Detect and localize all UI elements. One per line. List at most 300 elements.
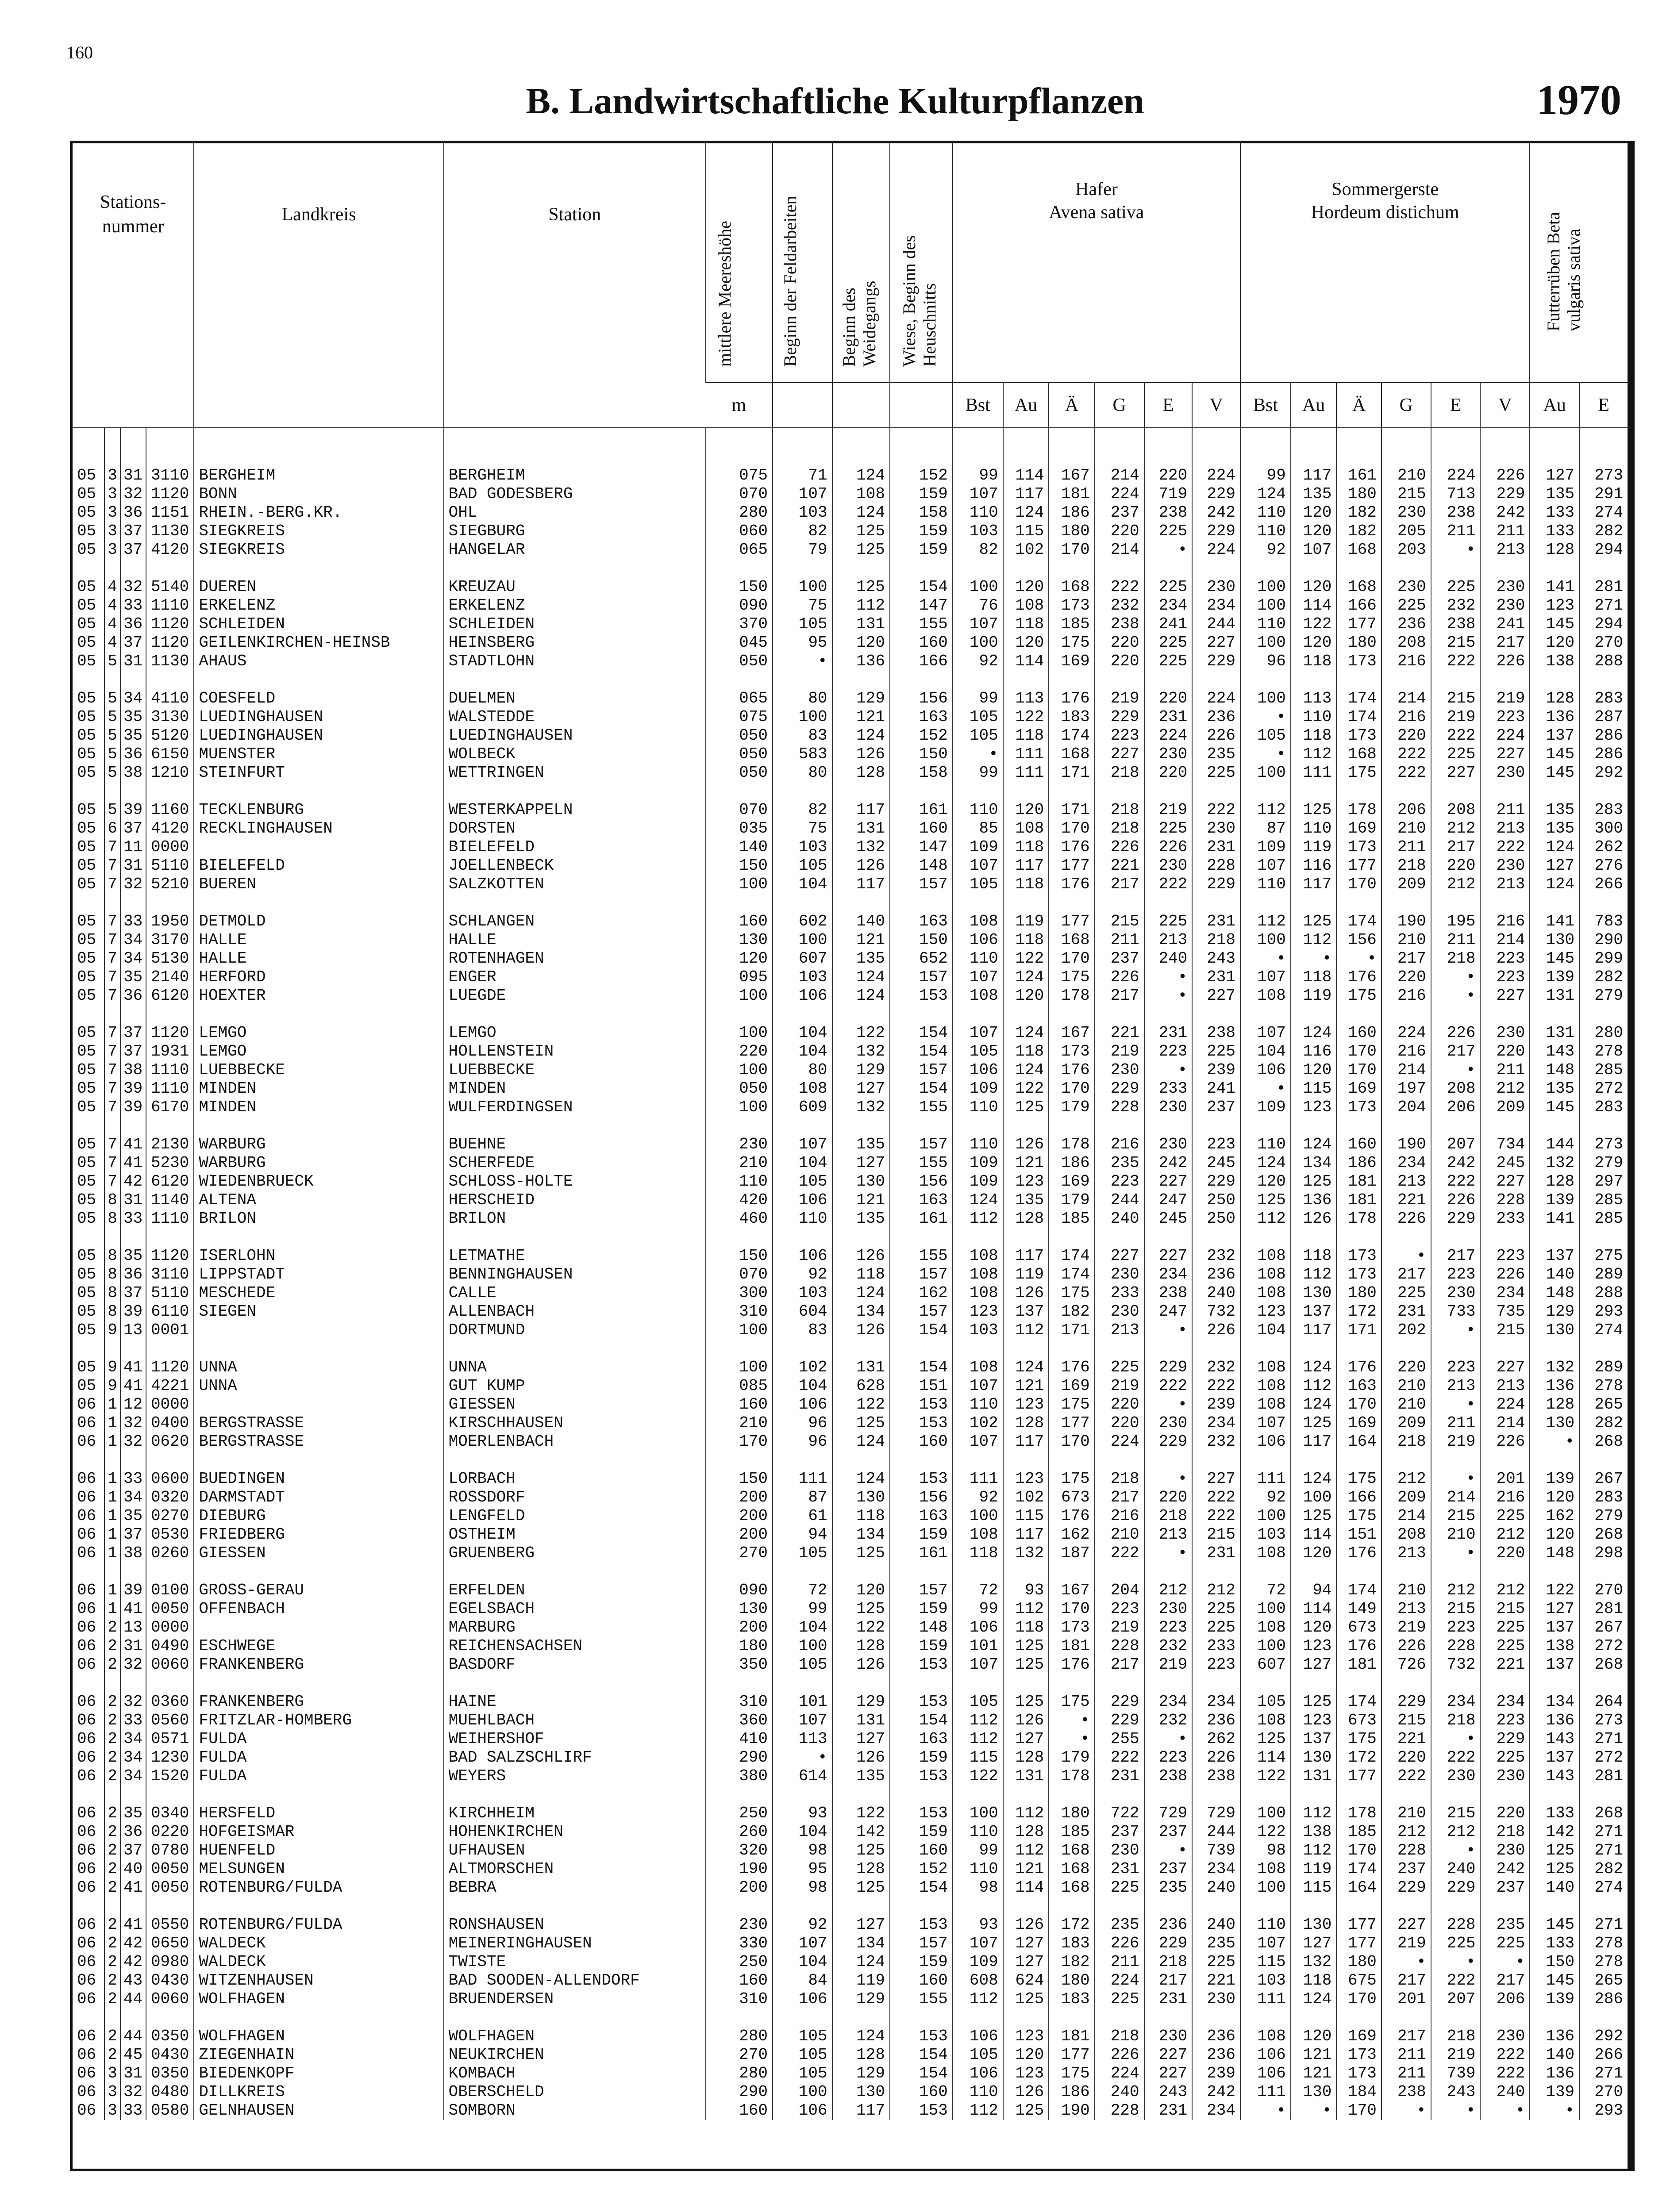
- cell-hafer-bst: 122: [953, 1767, 1003, 1786]
- cell-hafer-bst: 109: [953, 1154, 1003, 1172]
- cell-gerste-au: 117: [1291, 875, 1337, 894]
- cell-hafer-bst: 100: [953, 634, 1003, 652]
- cell-gerste-g: 210: [1381, 1581, 1431, 1600]
- cell-hafer-g: 228: [1095, 2101, 1144, 2120]
- cell-bezirk: 2: [104, 1953, 120, 1971]
- cell-bezirk: 9: [104, 1358, 120, 1377]
- cell-hafer-g: 237: [1095, 949, 1144, 968]
- cell-kreis: 37: [120, 634, 146, 652]
- table-row: [73, 1135, 1628, 1154]
- cell-land: 05: [77, 1191, 96, 1209]
- cell-gerste-au: 112: [1291, 1265, 1337, 1284]
- cell-hafer-bst: 110: [953, 1823, 1003, 1841]
- cell-hoehe: 170: [706, 1432, 773, 1451]
- cell-station: REICHENSACHSEN: [444, 1637, 706, 1655]
- table-row: [73, 1507, 1628, 1525]
- cell-gerste-v: 222: [1480, 2046, 1530, 2064]
- rueben-subheader-0: Au: [1530, 383, 1579, 428]
- cell-gerste-e: 222: [1431, 1971, 1481, 1990]
- cell-weidegang: 131: [832, 819, 890, 838]
- cell-hafer-v: 225: [1192, 1600, 1240, 1618]
- cell-hafer-bst: 108: [953, 1525, 1003, 1544]
- cell-hafer-bst: 110: [953, 949, 1003, 968]
- cell-gerste-e: 214: [1431, 1488, 1481, 1507]
- cell-hafer-g: 226: [1095, 1934, 1144, 1953]
- cell-hoehe: 280: [706, 503, 773, 522]
- cell-weidegang: 128: [832, 1637, 890, 1655]
- cell-station: GIESSEN: [444, 1395, 706, 1414]
- cell-rueben-e: 273: [1579, 466, 1628, 485]
- cell-gerste-e: 219: [1431, 2046, 1481, 2064]
- cell-heuschnitt: 163: [890, 912, 953, 931]
- cell-gerste-e: 211: [1431, 522, 1481, 541]
- cell-gerste-e: 207: [1431, 1990, 1481, 2008]
- cell-nummer: 0780: [146, 1841, 194, 1860]
- cell-feldarbeiten: 104: [773, 1024, 832, 1042]
- cell-hafer-bst: 112: [953, 1990, 1003, 2008]
- cell-gerste-au: 124: [1291, 1135, 1337, 1154]
- cell-gerste-ae: 173: [1336, 2046, 1381, 2064]
- cell-hafer-g: 230: [1095, 1265, 1144, 1284]
- cell-hafer-e: 227: [1144, 2064, 1193, 2083]
- cell-weidegang: 124: [832, 1284, 890, 1302]
- cell-heuschnitt: 154: [890, 2046, 953, 2064]
- cell-hafer-bst: 99: [953, 764, 1003, 782]
- cell-feldarbeiten: 100: [773, 1637, 832, 1655]
- cell-bezirk: 8: [104, 1302, 120, 1321]
- cell-gerste-g: 224: [1381, 1024, 1431, 1042]
- cell-gerste-bst: 108: [1240, 1711, 1291, 1730]
- cell-hoehe: 160: [706, 912, 773, 931]
- cell-hafer-bst: 101: [953, 1637, 1003, 1655]
- table-row: [73, 949, 1628, 968]
- cell-gerste-bst: 108: [1240, 1377, 1291, 1395]
- cell-gerste-g: 216: [1381, 987, 1431, 1005]
- cell-land: 06: [77, 2046, 96, 2064]
- cell-hoehe: 230: [706, 1135, 773, 1154]
- cell-rueben-e: 279: [1579, 1154, 1628, 1172]
- cell-gerste-g: 209: [1381, 875, 1431, 894]
- cell-hafer-g: 255: [1095, 1730, 1144, 1748]
- cell-land: 05: [77, 745, 96, 763]
- cell-land: 06: [77, 1544, 96, 1562]
- cell-rueben-au: 136: [1530, 2027, 1579, 2046]
- cell-rueben-au: 137: [1530, 1618, 1579, 1637]
- cell-gerste-e: 222: [1431, 1172, 1481, 1191]
- cell-gerste-bst: 123: [1240, 1302, 1291, 1321]
- cell-gerste-ae: 173: [1336, 726, 1381, 745]
- cell-hafer-bst: 108: [953, 912, 1003, 931]
- cell-station: KIRSCHHAUSEN: [444, 1414, 706, 1432]
- cell-hafer-ae: 169: [1049, 1172, 1095, 1191]
- cell-hafer-ae: 187: [1049, 1544, 1095, 1563]
- cell-heuschnitt: 150: [890, 931, 953, 949]
- cell-feldarbeiten: 100: [773, 931, 832, 949]
- cell-hafer-e: 223: [1144, 1618, 1193, 1637]
- cell-heuschnitt: 154: [890, 1321, 953, 1340]
- cell-hafer-v: 237: [1192, 1098, 1240, 1117]
- group-spacer: [73, 671, 1628, 689]
- cell-hafer-v: 222: [1192, 1377, 1240, 1395]
- cell-gerste-ae: 169: [1336, 1079, 1381, 1098]
- cell-landkreis: MINDEN: [194, 1098, 443, 1117]
- cell-land: 05: [77, 522, 96, 540]
- cell-land: 05: [77, 1024, 96, 1042]
- cell-land: 06: [77, 1600, 96, 1618]
- cell-gerste-ae: 175: [1336, 1470, 1381, 1488]
- cell-bezirk: 7: [104, 1024, 120, 1042]
- cell-hafer-v: 234: [1192, 596, 1240, 615]
- cell-feldarbeiten: 106: [773, 1990, 832, 2008]
- cell-hafer-g: 211: [1095, 1953, 1144, 1971]
- cell-gerste-bst: 108: [1240, 1358, 1291, 1377]
- table-row: [73, 1916, 1628, 1934]
- cell-hoehe: 220: [706, 1042, 773, 1061]
- cell-nummer: 1110: [146, 1061, 194, 1079]
- cell-hafer-v: 223: [1192, 1655, 1240, 1674]
- cell-hafer-bst: 110: [953, 503, 1003, 522]
- cell-hafer-bst: 107: [953, 1024, 1003, 1042]
- cell-weidegang: 140: [832, 912, 890, 931]
- cell-feldarbeiten: 106: [773, 1247, 832, 1265]
- cell-landkreis: FRANKENBERG: [194, 1693, 443, 1711]
- cell-hafer-bst: 82: [953, 541, 1003, 559]
- cell-hoehe: 150: [706, 578, 773, 596]
- cell-station: BAD SALZSCHLIRF: [444, 1748, 706, 1767]
- cell-rueben-au: 141: [1530, 912, 1579, 931]
- cell-rueben-e: 271: [1579, 2064, 1628, 2083]
- cell-hafer-bst: 123: [953, 1302, 1003, 1321]
- cell-landkreis: BONN: [194, 485, 443, 503]
- cell-rueben-e: 268: [1579, 1804, 1628, 1823]
- cell-heuschnitt: 161: [890, 1210, 953, 1228]
- cell-hafer-e: 231: [1144, 2101, 1193, 2120]
- cell-heuschnitt: 159: [890, 1600, 953, 1618]
- cell-hafer-ae: 178: [1049, 1135, 1095, 1154]
- cell-hafer-au: 125: [1003, 1693, 1049, 1711]
- cell-hafer-g: 217: [1095, 987, 1144, 1005]
- cell-gerste-v: 209: [1480, 1098, 1530, 1117]
- table-row: [73, 1432, 1628, 1451]
- cell-heuschnitt: 154: [890, 1042, 953, 1061]
- cell-hafer-g: 217: [1095, 1655, 1144, 1674]
- cell-bezirk: 5: [104, 652, 120, 671]
- cell-gerste-bst: 112: [1240, 912, 1291, 931]
- cell-weidegang: 128: [832, 764, 890, 782]
- cell-hafer-g: 222: [1095, 1544, 1144, 1563]
- cell-hafer-au: 115: [1003, 1507, 1049, 1525]
- cell-hoehe: 100: [706, 1358, 773, 1377]
- cell-kreis: 34: [120, 1748, 146, 1767]
- cell-hafer-v: 239: [1192, 1395, 1240, 1414]
- cell-hafer-e: •: [1144, 1841, 1193, 1860]
- cell-heuschnitt: 159: [890, 1823, 953, 1841]
- cell-station: UFHAUSEN: [444, 1841, 706, 1860]
- cell-gerste-v: 222: [1480, 2064, 1530, 2083]
- cell-rueben-e: 282: [1579, 1414, 1628, 1432]
- table-row: [73, 1265, 1628, 1284]
- cell-gerste-v: 223: [1480, 968, 1530, 987]
- cell-gerste-au: 112: [1291, 931, 1337, 949]
- cell-hafer-ae: 177: [1049, 856, 1095, 875]
- cell-hoehe: 370: [706, 615, 773, 634]
- cell-station: ERFELDEN: [444, 1581, 706, 1600]
- cell-land: 06: [77, 1637, 96, 1655]
- cell-hafer-v: 250: [1192, 1210, 1240, 1228]
- cell-rueben-e: 265: [1579, 1395, 1628, 1414]
- cell-feldarbeiten: 98: [773, 1878, 832, 1897]
- cell-hafer-au: 125: [1003, 1637, 1049, 1655]
- cell-gerste-bst: 100: [1240, 1804, 1291, 1823]
- cell-hafer-v: 225: [1192, 764, 1240, 782]
- cell-landkreis: FULDA: [194, 1767, 443, 1786]
- cell-hafer-e: 231: [1144, 708, 1193, 726]
- cell-hafer-e: •: [1144, 541, 1193, 559]
- cell-feldarbeiten: 101: [773, 1693, 832, 1711]
- cell-hafer-v: 227: [1192, 987, 1240, 1005]
- cell-feldarbeiten: 609: [773, 1098, 832, 1117]
- cell-rueben-e: 266: [1579, 2046, 1628, 2064]
- cell-gerste-v: 225: [1480, 1637, 1530, 1655]
- cell-station: HAINE: [444, 1693, 706, 1711]
- cell-weidegang: 130: [832, 2083, 890, 2101]
- cell-weidegang: 124: [832, 2027, 890, 2046]
- cell-heuschnitt: 155: [890, 1247, 953, 1265]
- cell-hoehe: 290: [706, 1748, 773, 1767]
- cell-hafer-g: 220: [1095, 652, 1144, 671]
- cell-hafer-au: 118: [1003, 838, 1049, 856]
- cell-gerste-bst: •: [1240, 708, 1291, 726]
- cell-gerste-g: 209: [1381, 1488, 1431, 1507]
- cell-weidegang: 135: [832, 1135, 890, 1154]
- cell-heuschnitt: 163: [890, 1191, 953, 1210]
- cell-station: ROTENHAGEN: [444, 949, 706, 968]
- cell-nummer: 1520: [146, 1767, 194, 1786]
- cell-hafer-g: 235: [1095, 1916, 1144, 1934]
- cell-bezirk: 2: [104, 2046, 120, 2064]
- cell-gerste-ae: 172: [1336, 1302, 1381, 1321]
- cell-hafer-v: 244: [1192, 615, 1240, 634]
- cell-rueben-au: 141: [1530, 578, 1579, 596]
- cell-hafer-ae: 185: [1049, 1210, 1095, 1228]
- cell-rueben-au: 134: [1530, 1693, 1579, 1711]
- cell-rueben-e: 287: [1579, 708, 1628, 726]
- cell-weidegang: 131: [832, 1711, 890, 1730]
- cell-hafer-v: 250: [1192, 1191, 1240, 1210]
- cell-land: 06: [77, 1432, 96, 1451]
- cell-landkreis: ESCHWEGE: [194, 1637, 443, 1655]
- cell-hafer-v: 212: [1192, 1581, 1240, 1600]
- cell-landkreis: SIEGKREIS: [194, 522, 443, 541]
- cell-land: 05: [77, 689, 96, 707]
- cell-hafer-v: 238: [1192, 1767, 1240, 1786]
- cell-rueben-e: 282: [1579, 1860, 1628, 1878]
- cell-hafer-g: 230: [1095, 1302, 1144, 1321]
- cell-gerste-bst: 72: [1240, 1581, 1291, 1600]
- cell-hafer-au: 126: [1003, 1284, 1049, 1302]
- cell-rueben-au: 144: [1530, 1135, 1579, 1154]
- cell-gerste-e: 229: [1431, 1210, 1481, 1228]
- table-row: [73, 1321, 1628, 1340]
- cell-hafer-au: 135: [1003, 1191, 1049, 1210]
- cell-gerste-e: 238: [1431, 615, 1481, 634]
- cell-gerste-v: 230: [1480, 856, 1530, 875]
- cell-weidegang: 122: [832, 1804, 890, 1823]
- cell-hafer-au: 111: [1003, 764, 1049, 782]
- cell-hafer-g: 230: [1095, 1841, 1144, 1860]
- cell-hoehe: 150: [706, 1247, 773, 1265]
- cell-gerste-v: 211: [1480, 522, 1530, 541]
- cell-hafer-ae: 170: [1049, 1600, 1095, 1618]
- cell-bezirk: 4: [104, 615, 120, 634]
- cell-land: 06: [77, 2083, 96, 2101]
- cell-station: HOLLENSTEIN: [444, 1042, 706, 1061]
- cell-hafer-v: 225: [1192, 1618, 1240, 1637]
- cell-gerste-bst: 103: [1240, 1525, 1291, 1544]
- cell-gerste-ae: 177: [1336, 856, 1381, 875]
- cell-hafer-bst: 118: [953, 1544, 1003, 1563]
- hafer-subheader-3: G: [1095, 383, 1144, 428]
- cell-hafer-bst: 110: [953, 1860, 1003, 1878]
- cell-hafer-au: 119: [1003, 912, 1049, 931]
- group-spacer: [73, 2008, 1628, 2027]
- cell-gerste-e: 219: [1431, 1432, 1481, 1451]
- cell-gerste-v: 212: [1480, 1581, 1530, 1600]
- cell-nummer: 0001: [146, 1321, 194, 1340]
- gerste-subheader-2: Ä: [1336, 383, 1381, 428]
- cell-land: 05: [77, 1284, 96, 1302]
- cell-gerste-au: 112: [1291, 1377, 1337, 1395]
- cell-gerste-ae: 178: [1336, 1210, 1381, 1228]
- cell-kreis: 31: [120, 466, 146, 485]
- cell-hafer-g: 226: [1095, 838, 1144, 856]
- cell-hafer-au: 123: [1003, 2027, 1049, 2046]
- cell-gerste-v: 735: [1480, 1302, 1530, 1321]
- cell-land: 06: [77, 2064, 96, 2082]
- cell-rueben-e: 275: [1579, 1247, 1628, 1265]
- cell-gerste-g: 226: [1381, 1637, 1431, 1655]
- cell-heuschnitt: 155: [890, 1154, 953, 1172]
- cell-feldarbeiten: 107: [773, 1934, 832, 1953]
- cell-hafer-au: 108: [1003, 596, 1049, 615]
- cell-gerste-ae: 168: [1336, 578, 1381, 596]
- cell-gerste-e: 212: [1431, 1823, 1481, 1841]
- cell-heuschnitt: 153: [890, 1395, 953, 1414]
- cell-bezirk: 7: [104, 912, 120, 931]
- cell-gerste-au: 132: [1291, 1953, 1337, 1971]
- cell-hafer-bst: 92: [953, 652, 1003, 671]
- cell-gerste-bst: 111: [1240, 2083, 1291, 2101]
- cell-hafer-e: •: [1144, 1395, 1193, 1414]
- cell-gerste-v: 213: [1480, 541, 1530, 559]
- cell-weidegang: 135: [832, 949, 890, 968]
- cell-hafer-v: 229: [1192, 522, 1240, 541]
- cell-hafer-v: 230: [1192, 819, 1240, 838]
- cell-gerste-v: 215: [1480, 1321, 1530, 1340]
- cell-gerste-e: 218: [1431, 949, 1481, 968]
- group-spacer: [73, 782, 1628, 801]
- cell-feldarbeiten: 100: [773, 2083, 832, 2101]
- cell-gerste-e: 206: [1431, 1098, 1481, 1117]
- cell-hafer-v: 232: [1192, 1358, 1240, 1377]
- cell-gerste-ae: 186: [1336, 1154, 1381, 1172]
- cell-hafer-bst: 85: [953, 819, 1003, 838]
- cell-station: BIELEFELD: [444, 838, 706, 856]
- cell-hafer-g: 216: [1095, 1507, 1144, 1525]
- cell-gerste-ae: 174: [1336, 689, 1381, 708]
- cell-gerste-au: 121: [1291, 2064, 1337, 2083]
- cell-nummer: 2130: [146, 1135, 194, 1154]
- cell-station: BEBRA: [444, 1878, 706, 1897]
- cell-hafer-ae: 168: [1049, 745, 1095, 764]
- cell-hafer-au: 126: [1003, 1711, 1049, 1730]
- cell-gerste-v: 220: [1480, 1804, 1530, 1823]
- cell-nummer: 1160: [146, 801, 194, 819]
- cell-heuschnitt: 154: [890, 1358, 953, 1377]
- cell-land: 06: [77, 1693, 96, 1711]
- cell-hafer-v: 232: [1192, 1432, 1240, 1451]
- table-row: [73, 522, 1628, 541]
- cell-gerste-v: 237: [1480, 1878, 1530, 1897]
- cell-rueben-au: 140: [1530, 1265, 1579, 1284]
- cell-gerste-v: •: [1480, 2101, 1530, 2120]
- cell-gerste-v: 228: [1480, 1191, 1530, 1210]
- table-row: [73, 1581, 1628, 1600]
- cell-hoehe: 330: [706, 1934, 773, 1953]
- cell-rueben-au: 128: [1530, 689, 1579, 708]
- table-row: [73, 1544, 1628, 1563]
- cell-gerste-g: 210: [1381, 466, 1431, 485]
- cell-nummer: 0360: [146, 1693, 194, 1711]
- cell-gerste-ae: 177: [1336, 1767, 1381, 1786]
- cell-gerste-g: 205: [1381, 522, 1431, 541]
- cell-hoehe: 065: [706, 541, 773, 559]
- cell-station: NEUKIRCHEN: [444, 2046, 706, 2064]
- cell-heuschnitt: 160: [890, 634, 953, 652]
- cell-bezirk: 2: [104, 1878, 120, 1897]
- cell-landkreis: COESFELD: [194, 689, 443, 708]
- cell-hafer-v: 226: [1192, 726, 1240, 745]
- cell-rueben-au: 136: [1530, 1711, 1579, 1730]
- cell-station: OHL: [444, 503, 706, 522]
- cell-gerste-g: 208: [1381, 1525, 1431, 1544]
- cell-hoehe: 130: [706, 1600, 773, 1618]
- cell-gerste-bst: 106: [1240, 1061, 1291, 1079]
- cell-hafer-e: 238: [1144, 503, 1193, 522]
- cell-bezirk: 4: [104, 634, 120, 652]
- cell-gerste-au: 112: [1291, 1841, 1337, 1860]
- cell-hafer-g: 218: [1095, 801, 1144, 819]
- cell-rueben-e: 274: [1579, 1878, 1628, 1897]
- cell-kreis: 41: [120, 1154, 146, 1172]
- table-row: [73, 578, 1628, 596]
- cell-gerste-v: 217: [1480, 634, 1530, 652]
- header-feldarbeiten: Beginn der Feldarbeiten: [773, 143, 832, 383]
- cell-landkreis: AHAUS: [194, 652, 443, 671]
- cell-station: DORSTEN: [444, 819, 706, 838]
- cell-bezirk: 8: [104, 1210, 120, 1228]
- cell-station: HANGELAR: [444, 541, 706, 559]
- cell-landkreis: TECKLENBURG: [194, 801, 443, 819]
- cell-feldarbeiten: 96: [773, 1414, 832, 1432]
- cell-land: 05: [77, 1135, 96, 1153]
- cell-gerste-g: 216: [1381, 652, 1431, 671]
- cell-heuschnitt: 154: [890, 1878, 953, 1897]
- cell-hafer-g: 218: [1095, 764, 1144, 782]
- cell-gerste-e: 212: [1431, 819, 1481, 838]
- cell-hafer-v: 231: [1192, 912, 1240, 931]
- cell-station: WEYERS: [444, 1767, 706, 1786]
